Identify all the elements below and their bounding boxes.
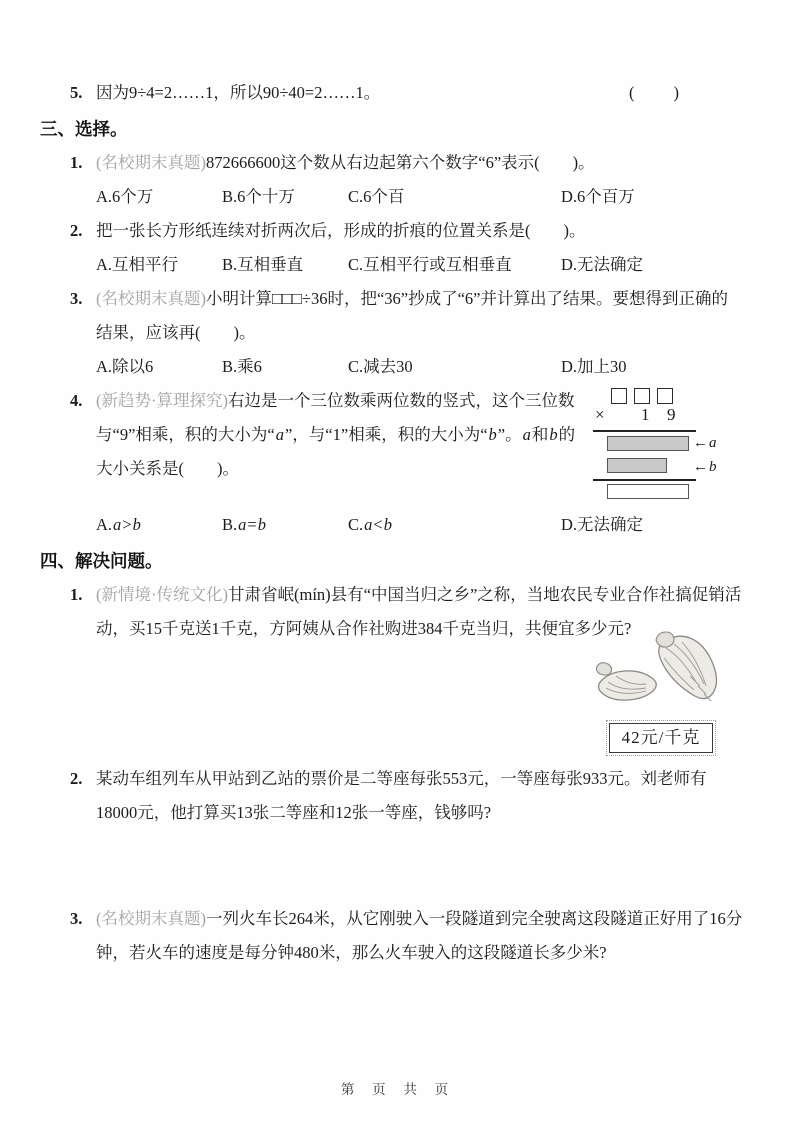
solve-question-2 bbox=[70, 762, 743, 830]
choice-question-2 bbox=[70, 214, 743, 282]
multiplication-diagram bbox=[593, 388, 743, 504]
option-d: D.无法确定 bbox=[561, 515, 644, 534]
option-c: C.a<b bbox=[348, 515, 392, 534]
partial-product-b-bar bbox=[607, 458, 667, 473]
option-b: B.互相垂直 bbox=[222, 255, 304, 274]
result-bar bbox=[607, 484, 689, 499]
price-label: 42元/千克 bbox=[609, 723, 714, 753]
section-solve-heading: 四、解决问题。 bbox=[40, 551, 163, 571]
question-tag: (名校期末真题) bbox=[96, 289, 206, 308]
digit-box bbox=[657, 388, 673, 404]
choice-question-1 bbox=[70, 146, 743, 214]
question-number: 2. bbox=[70, 221, 83, 240]
judge-question-text: 因为9÷4=2……1，所以90÷40=2……1。 bbox=[96, 83, 381, 102]
question-tag: (名校期末真题) bbox=[96, 909, 206, 928]
choice-question-4 bbox=[70, 384, 743, 542]
question-number: 3. bbox=[70, 909, 83, 928]
question-text: (名校期末真题)小明计算□□□÷36时，把“36”抄成了“6”并计算出了结果。要想得到正确的结果，应该再( )。 bbox=[96, 289, 728, 342]
option-b: B.乘6 bbox=[222, 357, 262, 376]
question-number: 3. bbox=[70, 289, 83, 308]
option-c: C.互相平行或互相垂直 bbox=[348, 255, 512, 274]
question-number: 5. bbox=[70, 83, 83, 102]
multiplier-ones-digit: 9 bbox=[667, 405, 676, 424]
angelica-root-drawing bbox=[586, 624, 736, 716]
solve-question-1 bbox=[70, 578, 743, 750]
option-a: A.a>b bbox=[96, 515, 141, 534]
option-a: A.6个万 bbox=[96, 187, 154, 206]
partial-product-a-bar bbox=[607, 436, 689, 451]
question-text: (名校期末真题)一列火车长264米，从它刚驶入一段隧道到完全驶离这段隧道正好用了16分钟，若火车的速度是每分钟480米，那么火车驶入的这段隧道长多少米? bbox=[96, 909, 743, 962]
digit-box bbox=[634, 388, 650, 404]
option-a: A.除以6 bbox=[96, 357, 154, 376]
question-text: (名校期末真题)872666600这个数从右边起第六个数字“6”表示( )。 bbox=[96, 153, 595, 172]
question-text: (新情境·传统文化)甘肃省岷(mín)县有“中国当归之乡”之称，当地农民专业合作社搞促销活动，买15千克送1千克，方阿姨从合作社购进384千克当归，共便宜多少元? bbox=[96, 585, 742, 638]
option-a: A.互相平行 bbox=[96, 255, 179, 274]
question-text: 某动车组列车从甲站到乙站的票价是二等座每张553元，一等座每张933元。刘老师有18000元，他打算买13张二等座和12张一等座，钱够吗? bbox=[96, 769, 707, 822]
digit-box bbox=[611, 388, 627, 404]
answer-bracket: ( ) bbox=[629, 83, 681, 102]
danggui-illustration bbox=[581, 624, 741, 753]
question-text: (新趋势·算理探究)右边是一个三位数乘两位数的竖式，这个三位数与“9”相乘，积的大小为“a”，与“1”相乘，积的大小为“b”。a和b的大小关系是( )。 bbox=[96, 391, 576, 478]
question-tag: (新情境·传统文化) bbox=[96, 585, 228, 604]
question-text: 把一张长方形纸连续对折两次后，形成的折痕的位置关系是( )。 bbox=[96, 221, 586, 240]
question-number: 4. bbox=[70, 391, 83, 410]
arrow-label-b: ←b bbox=[693, 459, 717, 475]
section-choice-heading: 三、选择。 bbox=[40, 119, 128, 139]
option-b: B.a=b bbox=[222, 515, 266, 534]
multiplier-tens-digit: 1 bbox=[641, 405, 650, 424]
question-number: 1. bbox=[70, 585, 83, 604]
question-number: 2. bbox=[70, 769, 83, 788]
option-c: C.减去30 bbox=[348, 357, 413, 376]
judge-question-5 bbox=[70, 76, 743, 110]
question-tag: (名校期末真题) bbox=[96, 153, 206, 172]
choice-question-3 bbox=[70, 282, 743, 384]
page-footer: 第 页 共 页 bbox=[340, 1082, 453, 1097]
times-sign: × bbox=[595, 405, 605, 424]
option-d: D.加上30 bbox=[561, 357, 627, 376]
options-row bbox=[96, 350, 743, 384]
option-d: D.6个百万 bbox=[561, 187, 635, 206]
options-row bbox=[96, 180, 743, 214]
options-row bbox=[96, 248, 743, 282]
option-c: C.6个百 bbox=[348, 187, 405, 206]
arrow-label-a: ←a bbox=[693, 435, 717, 451]
option-b: B.6个十万 bbox=[222, 187, 295, 206]
options-row bbox=[96, 508, 743, 542]
rule-line bbox=[593, 479, 696, 481]
question-tag: (新趋势·算理探究) bbox=[96, 391, 228, 410]
question-number: 1. bbox=[70, 153, 83, 172]
solve-question-3 bbox=[70, 902, 743, 970]
rule-line bbox=[593, 430, 696, 432]
option-d: D.无法确定 bbox=[561, 255, 644, 274]
